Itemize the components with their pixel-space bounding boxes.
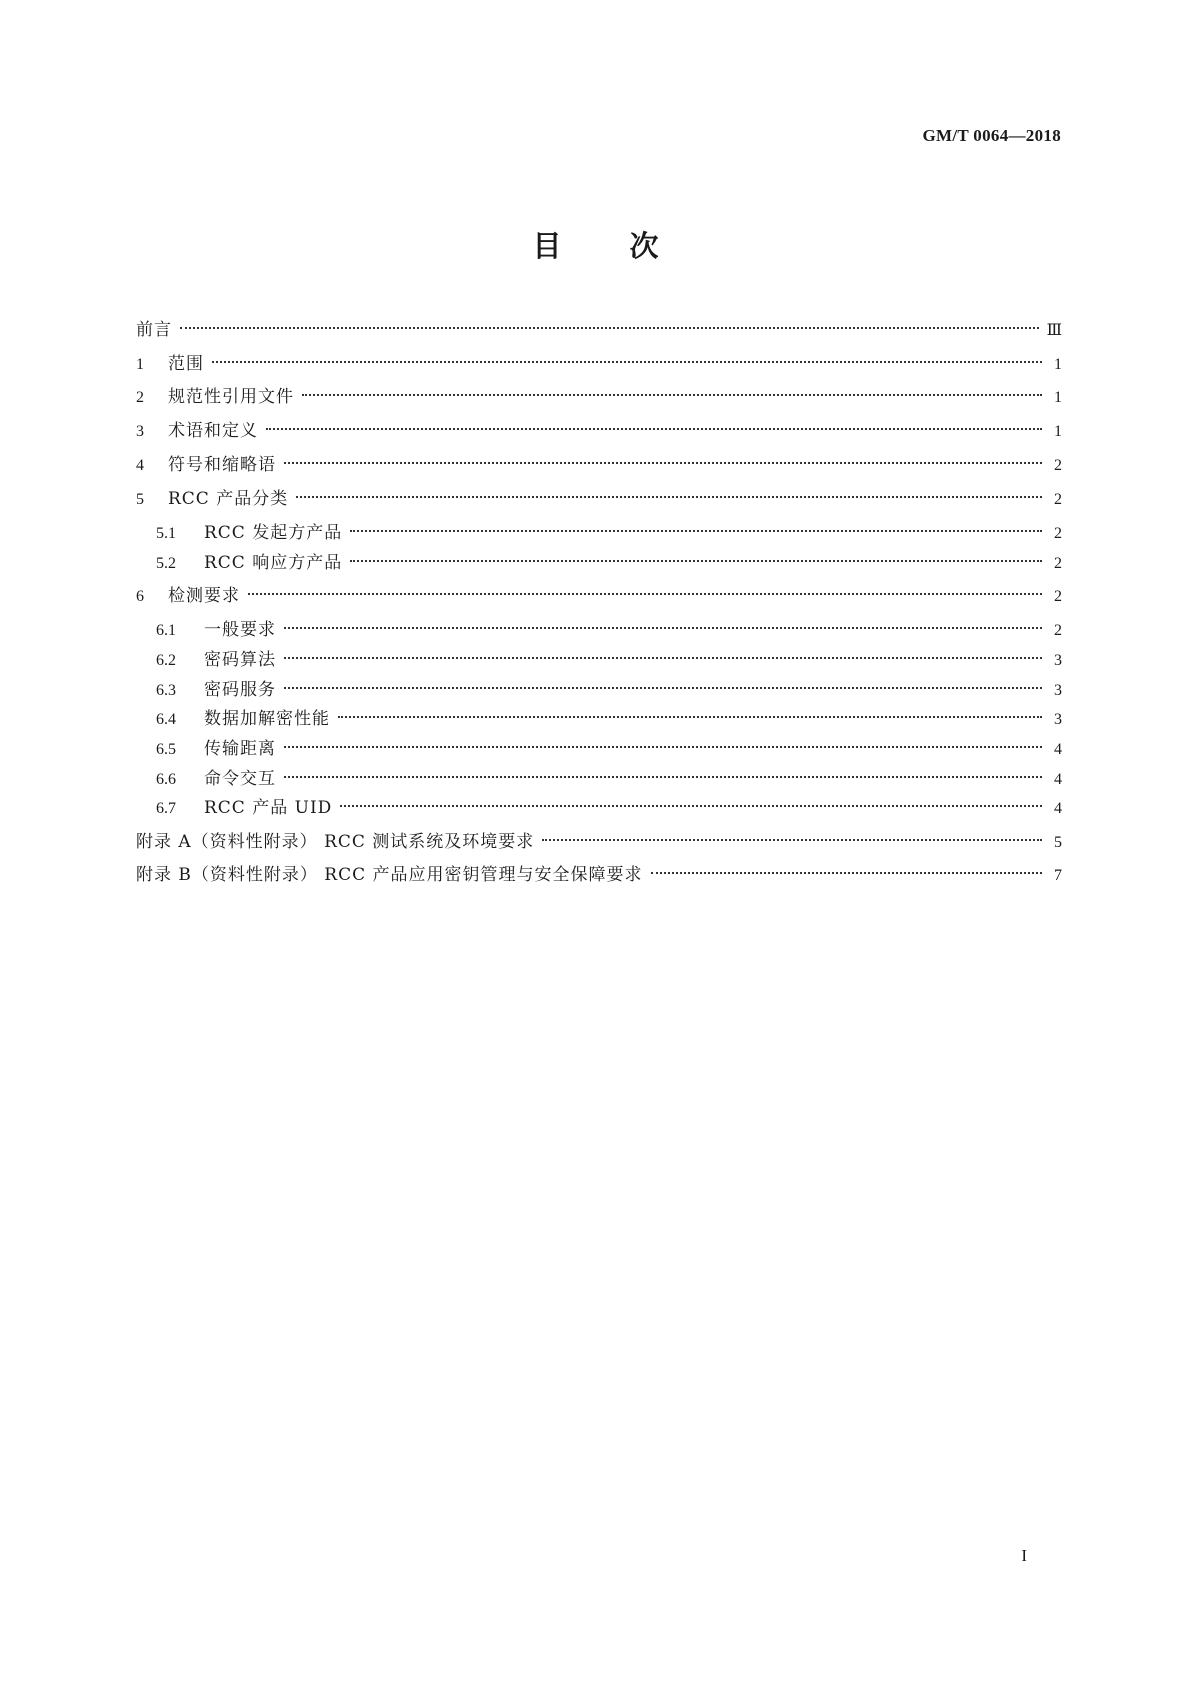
toc-entry-number: 6 [136,588,144,605]
toc-entry-label: RCC 响应方产品 [204,553,343,573]
toc-entry-page: 7 [1054,867,1062,884]
toc-entry-label: 附录 A（资料性附录） RCC 测试系统及环境要求 [136,832,535,852]
toc-entry[interactable] [136,678,1062,702]
toc-entry-page: 2 [1054,491,1062,508]
toc-entry-label: 检测要求 [168,586,240,606]
toc-entry[interactable] [136,551,1062,575]
toc-entry-label: 范围 [168,354,204,374]
toc-entry-label: RCC 产品 UID [204,798,333,818]
toc-entry-number: 5 [136,491,144,508]
toc-entry-number: 3 [136,423,144,440]
toc-leader-dots [284,627,1042,629]
toc-entry-number: 6.7 [156,800,176,817]
toc-entry-number: 6.6 [156,771,176,788]
toc-entry-label: 符号和缩略语 [168,455,276,475]
toc-entry-page: 3 [1054,711,1062,728]
toc-entry[interactable] [136,521,1062,545]
toc-entry-page: 2 [1054,525,1062,542]
toc-entry[interactable] [136,453,1062,477]
toc-leader-dots [248,593,1042,595]
toc-leader-dots [302,394,1042,396]
toc-entry-number: 6.4 [156,711,176,728]
toc-entry-number: 6.1 [156,622,176,639]
toc-entry-page: 2 [1054,555,1062,572]
toc-leader-dots [542,839,1042,841]
toc-entry-label: 命令交互 [204,769,276,789]
toc-entry-page: 3 [1054,682,1062,699]
toc-leader-dots [350,560,1042,562]
toc-entry-label: RCC 产品分类 [168,489,289,509]
toc-entry-page: 1 [1054,356,1062,373]
toc-entry-label: 数据加解密性能 [204,709,330,729]
toc-entry-label: 前言 [136,320,172,340]
toc-entry-label: 附录 B（资料性附录） RCC 产品应用密钥管理与安全保障要求 [136,865,643,885]
toc-leader-dots [284,776,1042,778]
toc-entry[interactable] [136,737,1062,761]
toc-entry-number: 1 [136,356,144,373]
toc-entry[interactable] [136,618,1062,642]
toc-leader-dots [266,428,1042,430]
toc-entry[interactable] [136,767,1062,791]
toc-leader-dots [350,530,1042,532]
toc-entry-page: 4 [1054,741,1062,758]
toc-entry-label: 一般要求 [204,620,276,640]
toc-entry-page: 3 [1054,652,1062,669]
toc-leader-dots [180,327,1039,329]
toc-entry-page: 1 [1054,389,1062,406]
toc-entry-number: 5.1 [156,525,176,542]
toc-entry[interactable] [136,318,1062,342]
toc-entry[interactable] [136,419,1062,443]
toc-entry-page: 2 [1054,457,1062,474]
toc-entry-label: 密码服务 [204,680,276,700]
toc-entry-page: 2 [1054,622,1062,639]
toc-entry[interactable] [136,584,1062,608]
toc-entry[interactable] [136,707,1062,731]
toc-leader-dots [284,746,1042,748]
toc-leader-dots [284,462,1042,464]
toc-leader-dots [284,687,1042,689]
toc-entry[interactable] [136,648,1062,672]
toc-entry-page: 2 [1054,588,1062,605]
toc-entry-number: 6.3 [156,682,176,699]
toc-entry[interactable] [136,830,1062,854]
toc-entry-page: 5 [1054,834,1062,851]
toc-entry-label: 术语和定义 [168,421,258,441]
toc-entry[interactable] [136,352,1062,376]
toc-entry-label: 规范性引用文件 [168,387,294,407]
toc-entry-number: 5.2 [156,555,176,572]
toc-entry[interactable] [136,385,1062,409]
toc-entry-page: 1 [1054,423,1062,440]
toc-leader-dots [212,361,1042,363]
toc-entry-label: RCC 发起方产品 [204,523,343,543]
toc-leader-dots [651,872,1042,874]
toc-entry-number: 6.2 [156,652,176,669]
toc-entry[interactable] [136,796,1062,820]
toc-entry-page: 4 [1054,771,1062,788]
toc-leader-dots [296,496,1042,498]
toc-entry-page: 4 [1054,800,1062,817]
page-number: I [1021,1546,1027,1565]
toc-entry-page: Ⅲ [1046,322,1062,339]
toc-leader-dots [338,716,1042,718]
toc-entry-label: 传输距离 [204,739,276,759]
page-title: 目 次 [532,229,659,263]
toc-leader-dots [284,657,1042,659]
toc-entry-number: 2 [136,389,144,406]
toc-entry[interactable] [136,863,1062,887]
toc-leader-dots [340,805,1042,807]
toc-entry-number: 6.5 [156,741,176,758]
toc-entry-label: 密码算法 [204,650,276,670]
standard-code: GM/T 0064—2018 [922,126,1061,145]
toc-entry[interactable] [136,487,1062,511]
toc-entry-number: 4 [136,457,144,474]
